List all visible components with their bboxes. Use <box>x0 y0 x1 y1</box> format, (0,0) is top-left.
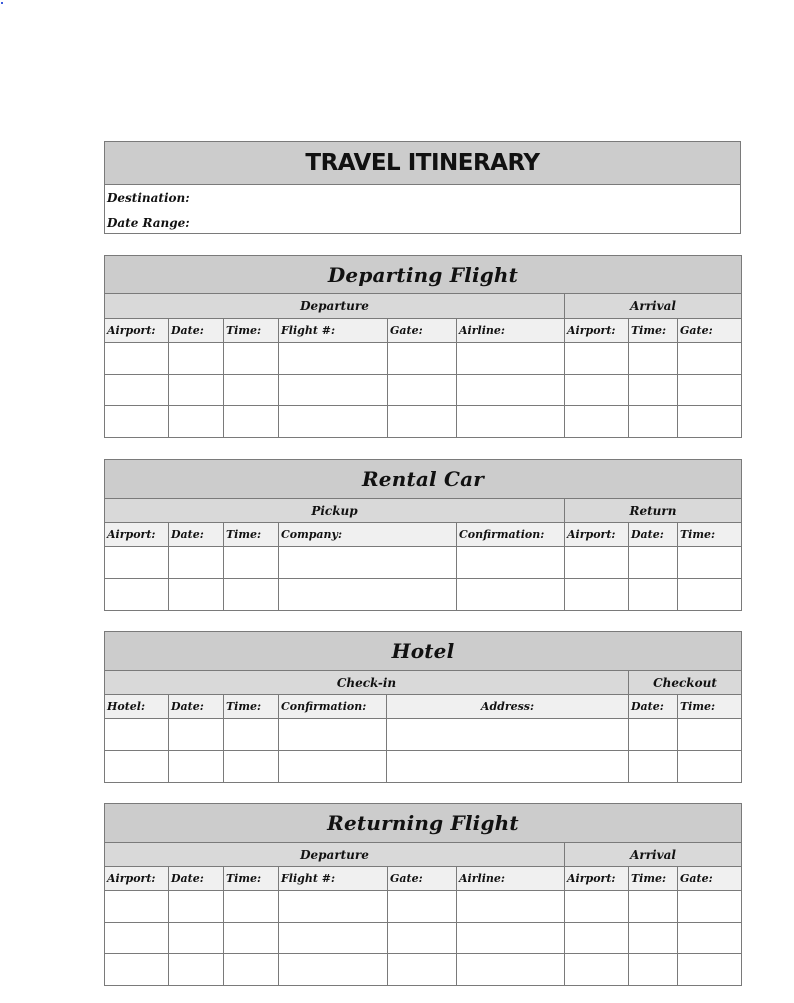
entry-cell[interactable] <box>169 751 224 783</box>
entry-cell[interactable] <box>105 719 169 751</box>
entry-cell[interactable] <box>565 406 629 438</box>
entry-cell[interactable] <box>388 891 457 923</box>
entry-cell[interactable] <box>457 923 565 954</box>
entry-cell[interactable] <box>457 375 565 406</box>
column-header: Confirmation: <box>457 523 565 547</box>
entry-cell[interactable] <box>457 343 565 375</box>
entry-cell[interactable] <box>279 375 388 406</box>
arrival-group-header: Arrival <box>565 294 742 319</box>
column-header: Flight #: <box>279 319 388 343</box>
entry-cell[interactable] <box>457 547 565 579</box>
entry-cell[interactable] <box>629 579 678 611</box>
entry-cell[interactable] <box>105 954 169 986</box>
entry-cell[interactable] <box>224 923 279 954</box>
entry-cell[interactable] <box>105 923 169 954</box>
table-row <box>105 719 742 751</box>
entry-cell[interactable] <box>565 343 629 375</box>
table-row <box>105 343 742 375</box>
column-header: Airline: <box>457 867 565 891</box>
table-row <box>105 547 742 579</box>
check-in-group-header: Check-in <box>105 671 629 695</box>
entry-cell[interactable] <box>629 719 678 751</box>
entry-cell[interactable] <box>565 547 629 579</box>
entry-cell[interactable] <box>169 954 224 986</box>
departure-group-header: Departure <box>105 294 565 319</box>
entry-cell[interactable] <box>388 406 457 438</box>
rental-car-title: Rental Car <box>105 460 742 499</box>
returning-flight-title: Returning Flight <box>105 804 742 843</box>
column-header: Airport: <box>565 319 629 343</box>
entry-cell[interactable] <box>678 719 742 751</box>
column-header: Address: <box>387 695 629 719</box>
entry-cell[interactable] <box>279 751 387 783</box>
departure-group-header: Departure <box>105 843 565 867</box>
entry-cell[interactable] <box>565 375 629 406</box>
checkout-group-header: Checkout <box>629 671 742 695</box>
entry-cell[interactable] <box>457 891 565 923</box>
column-header: Gate: <box>388 867 457 891</box>
entry-cell[interactable] <box>457 954 565 986</box>
entry-cell[interactable] <box>224 406 279 438</box>
column-header: Gate: <box>678 867 742 891</box>
column-header: Airport: <box>565 867 629 891</box>
entry-cell[interactable] <box>279 343 388 375</box>
page-title: TRAVEL ITINERARY <box>105 142 740 185</box>
column-header: Gate: <box>678 319 742 343</box>
column-header: Time: <box>678 523 742 547</box>
entry-cell[interactable] <box>224 891 279 923</box>
entry-cell[interactable] <box>279 891 388 923</box>
entry-cell[interactable] <box>629 751 678 783</box>
departing-flight-table <box>104 255 742 438</box>
entry-cell[interactable] <box>388 923 457 954</box>
entry-cell[interactable] <box>629 891 678 923</box>
corner-mark <box>1 2 3 4</box>
column-header: Date: <box>169 695 224 719</box>
entry-cell[interactable] <box>388 343 457 375</box>
table-row <box>105 375 742 406</box>
table-row <box>105 923 742 954</box>
column-header: Time: <box>224 523 279 547</box>
column-header: Date: <box>169 867 224 891</box>
column-header: Time: <box>678 695 742 719</box>
column-header: Time: <box>629 867 678 891</box>
entry-cell[interactable] <box>279 579 457 611</box>
table-row <box>105 751 742 783</box>
column-header: Time: <box>224 867 279 891</box>
entry-cell[interactable] <box>678 751 742 783</box>
entry-cell[interactable] <box>678 375 742 406</box>
column-header: Date: <box>169 319 224 343</box>
entry-cell[interactable] <box>224 375 279 406</box>
entry-cell[interactable] <box>105 751 169 783</box>
hotel-title: Hotel <box>105 632 742 671</box>
entry-cell[interactable] <box>457 406 565 438</box>
entry-cell[interactable] <box>279 547 457 579</box>
table-row <box>105 954 742 986</box>
rental-car-table <box>104 459 742 611</box>
entry-cell[interactable] <box>678 547 742 579</box>
hotel-table <box>104 631 742 783</box>
column-header: Hotel: <box>105 695 169 719</box>
entry-cell[interactable] <box>678 954 742 986</box>
entry-cell[interactable] <box>105 891 169 923</box>
itinerary-header <box>104 141 741 234</box>
entry-cell[interactable] <box>565 579 629 611</box>
entry-cell[interactable] <box>387 751 629 783</box>
entry-cell[interactable] <box>224 751 279 783</box>
entry-cell[interactable] <box>224 954 279 986</box>
column-header: Airport: <box>105 523 169 547</box>
entry-cell[interactable] <box>629 954 678 986</box>
return-group-header: Return <box>565 499 742 523</box>
column-header: Airport: <box>565 523 629 547</box>
entry-cell[interactable] <box>224 547 279 579</box>
entry-cell[interactable] <box>678 343 742 375</box>
table-row <box>105 891 742 923</box>
entry-cell[interactable] <box>565 891 629 923</box>
entry-cell[interactable] <box>629 547 678 579</box>
pickup-group-header: Pickup <box>105 499 565 523</box>
entry-cell[interactable] <box>105 547 169 579</box>
returning-flight-table <box>104 803 742 986</box>
entry-cell[interactable] <box>629 375 678 406</box>
entry-cell[interactable] <box>565 954 629 986</box>
entry-cell[interactable] <box>387 719 629 751</box>
column-header: Airline: <box>457 319 565 343</box>
entry-cell[interactable] <box>629 923 678 954</box>
entry-cell[interactable] <box>105 579 169 611</box>
entry-cell[interactable] <box>388 954 457 986</box>
column-header: Airport: <box>105 319 169 343</box>
entry-cell[interactable] <box>678 923 742 954</box>
entry-cell[interactable] <box>169 579 224 611</box>
entry-cell[interactable] <box>105 343 169 375</box>
entry-cell[interactable] <box>169 406 224 438</box>
entry-cell[interactable] <box>279 406 388 438</box>
entry-cell[interactable] <box>169 547 224 579</box>
entry-cell[interactable] <box>224 719 279 751</box>
entry-cell[interactable] <box>629 406 678 438</box>
column-header: Gate: <box>388 319 457 343</box>
entry-cell[interactable] <box>169 891 224 923</box>
entry-cell[interactable] <box>279 719 387 751</box>
destination-field[interactable]: Destination: <box>107 190 190 205</box>
entry-cell[interactable] <box>279 923 388 954</box>
entry-cell[interactable] <box>678 406 742 438</box>
column-header: Time: <box>629 319 678 343</box>
column-header: Company: <box>279 523 457 547</box>
entry-cell[interactable] <box>678 579 742 611</box>
entry-cell[interactable] <box>388 375 457 406</box>
column-header: Time: <box>224 695 279 719</box>
column-header: Time: <box>224 319 279 343</box>
entry-cell[interactable] <box>105 375 169 406</box>
entry-cell[interactable] <box>224 579 279 611</box>
entry-cell[interactable] <box>169 719 224 751</box>
column-header: Date: <box>629 523 678 547</box>
date-range-field[interactable]: Date Range: <box>107 215 190 230</box>
column-header: Date: <box>169 523 224 547</box>
entry-cell[interactable] <box>169 343 224 375</box>
entry-cell[interactable] <box>279 954 388 986</box>
arrival-group-header: Arrival <box>565 843 742 867</box>
entry-cell[interactable] <box>565 923 629 954</box>
column-header: Confirmation: <box>279 695 387 719</box>
entry-cell[interactable] <box>169 923 224 954</box>
table-row <box>105 579 742 611</box>
column-header: Flight #: <box>279 867 388 891</box>
entry-cell[interactable] <box>629 343 678 375</box>
table-row <box>105 406 742 438</box>
entry-cell[interactable] <box>224 343 279 375</box>
entry-cell[interactable] <box>678 891 742 923</box>
entry-cell[interactable] <box>457 579 565 611</box>
entry-cell[interactable] <box>169 375 224 406</box>
column-header: Airport: <box>105 867 169 891</box>
entry-cell[interactable] <box>105 406 169 438</box>
column-header: Date: <box>629 695 678 719</box>
departing-flight-title: Departing Flight <box>105 256 742 294</box>
